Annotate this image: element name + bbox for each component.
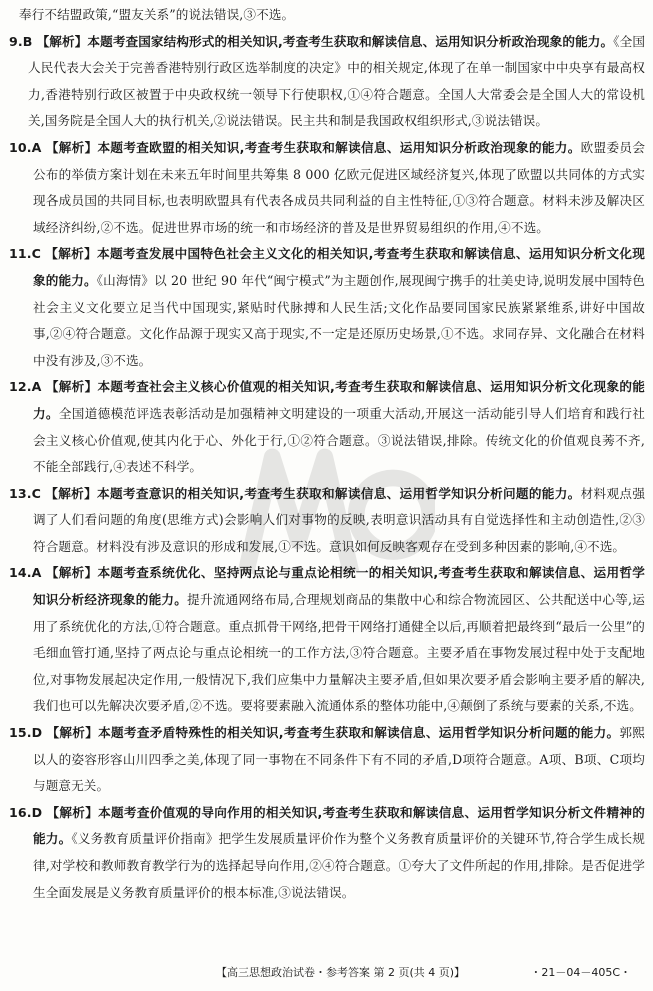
item-lead: 本题考查社会主义核心价值观的相关知识,考查考生获取和解读信息、运用知识分析文化现象的能力。 <box>33 379 646 421</box>
item-number: 9.B <box>9 33 33 49</box>
item-number: 14.A <box>9 565 42 581</box>
item-number: 15.D <box>9 725 43 741</box>
item-lead: 本题考查欧盟的相关知识,考查考生获取和解读信息、运用知识分析政治现象的能力。 <box>97 139 581 155</box>
item-body: 《义务教育质量评价指南》把学生发展质量评价作为整个义务教育质量评价的关键环节,符合学生成长规律,对学校和教师教育教学行为的选择起导向作用,②④符合题意。①夸大了文件所起的作用,排除。是否促进学生全面发展是义务教育质量评价的根本标准,③说法错误。 <box>33 831 645 900</box>
item-lead: 本题考查国家结构形式的相关知识,考查考生获取和解读信息、运用知识分析政治现象的能力。 <box>87 33 614 49</box>
item-body: 材料观点强调了人们看问题的角度(思维方式)会影响人们对事物的反映,表明意识活动具有自觉选择性和主动创造性,②③符合题意。材料没有涉及意识的形成和发展,①不选。意识如何反映客观存在受到多种因素的影响,④不选。 <box>33 485 646 554</box>
item-tag: 【解析】 <box>36 33 88 49</box>
item-body: 全国道德模范评选表彰活动是加强精神文明建设的一项重大活动,开展这一活动能引导人们培育和践行社会主义核心价值观,使其内化于心、外化于行,①②符合题意。③说法错误,排除。传统文化的价值观良莠不齐,不能全部践行,④表述不科学。 <box>33 405 645 475</box>
item-number: 10.A <box>9 139 42 155</box>
item-number: 16.D <box>9 804 43 820</box>
item-lead: 本题考查矛盾特殊性的相关知识,考查考生获取和解读信息、运用哲学知识分析问题的能力。 <box>98 725 620 741</box>
item-tag: 【解析】 <box>45 485 98 501</box>
item-number: 11.C <box>9 246 41 262</box>
explanation-list <box>9 29 645 907</box>
item-tag: 【解析】 <box>45 246 98 262</box>
explanation-item <box>9 800 645 906</box>
item-tag: 【解析】 <box>45 565 98 581</box>
item-lead: 本题考查价值观的导向作用的相关知识,考查考生获取和解读信息、运用哲学知识分析文件精神的能力。 <box>33 804 645 847</box>
item-lead: 本题考查发展中国特色社会主义文化的相关知识,考查考生获取和解读信息、运用知识分析文化现象的能力。 <box>33 246 645 288</box>
item-number: 12.A <box>9 379 42 395</box>
item-lead: 本题考查系统优化、坚持两点论与重点论相统一的相关知识,考查考生获取和解读信息、运用哲学知识分析经济现象的能力。 <box>33 565 646 608</box>
item-body: 郭熙以人的姿容形容山川四季之美,体现了同一事物在不同条件下有不同的矛盾,D项符合题意。A项、B项、C项均与题意无关。 <box>33 725 646 794</box>
explanation-item <box>9 241 645 374</box>
intro-line: 奉行不结盟政策,“盟友关系”的说法错误,③不选。 <box>19 7 295 22</box>
explanation-item <box>9 720 645 800</box>
answer-explanations <box>9 2 645 906</box>
item-tag: 【解析】 <box>45 139 98 155</box>
explanation-item <box>9 560 645 720</box>
item-body: 《山海情》以 20 世纪 90 年代“闽宁模式”为主题创作,展现闽宁携手的壮美史诗,说明发展中国特色社会主义文化要立足当代中国现实,紧贴时代脉搏和人民生活;文化作品要同国家民族紧紧维系,讲好中国故事,②④符合题意。文化作品源于现实又高于现实,不一定是还原历史场景,①不选。求同存异、文化融合在材料中没有涉及,③不选。 <box>33 272 645 368</box>
item-body: 欧盟委员会公布的举债方案计划在未来五年时间里共筹集 8 000 亿欧元促进区域经济复兴,体现了欧盟以共同体的方式实现各成员国的共同目标,也表明欧盟具有代表各成员共同利益的自主性特征,①③符合题意。材料未涉及解决区域经济纠纷,②不选。促进世界市场的统一和市场经济的普及是世界贸易组织的作用,④不选。 <box>33 139 646 235</box>
item-lead: 本题考查意识的相关知识,考查考生获取和解读信息、运用哲学知识分析问题的能力。 <box>97 485 581 501</box>
explanation-item <box>9 374 645 480</box>
item-tag: 【解析】 <box>46 804 99 820</box>
explanation-item <box>9 481 645 561</box>
item-body: 提升流通网络布局,合理规划商品的集散中心和综合物流园区、公共配送中心等,运用了系统优化的方法,①符合题意。重点抓骨干网络,把骨干网络打通健全以后,再顺着把最终到“最后一公里”的毛细血管打通,坚持了两点论与重点论相统一的工作方法,③符合题意。主要矛盾在事物发展过程中处于支配地位,对事物发展起决定作用,一般情况下,我们应集中力量解决主要矛盾,但如果次要矛盾会影响主要矛盾的解决,我们也可以先解决次要矛盾,②不选。要将要素融入流通体系的整体功能中,④颠倒了系统与要素的关系,不选。 <box>33 592 645 714</box>
item-tag: 【解析】 <box>46 725 99 741</box>
page-footer <box>0 962 653 982</box>
explanation-item <box>9 135 645 241</box>
footer-title: 【高三思想政治试卷・参考答案 第 2 页(共 4 页)】 <box>216 966 466 979</box>
item-body: 《全国人民代表大会关于完善香港特别行政区选举制度的决定》中的相关规定,体现了在单一制国家中中央享有最高权力,香港特别行政区被置于中央政权统一领导下行使职权,①④符合题意。全国人大常委会是全国人大的常设机关,国务院是全国人大的执行机关,②说法错误。民主共和制是我国政权组织形式,③说法错误。 <box>28 33 646 129</box>
item-tag: 【解析】 <box>45 379 98 395</box>
footer-code: ・21－04－405C・ <box>530 966 631 979</box>
explanation-item <box>9 29 645 135</box>
item-number: 13.C <box>9 485 41 501</box>
